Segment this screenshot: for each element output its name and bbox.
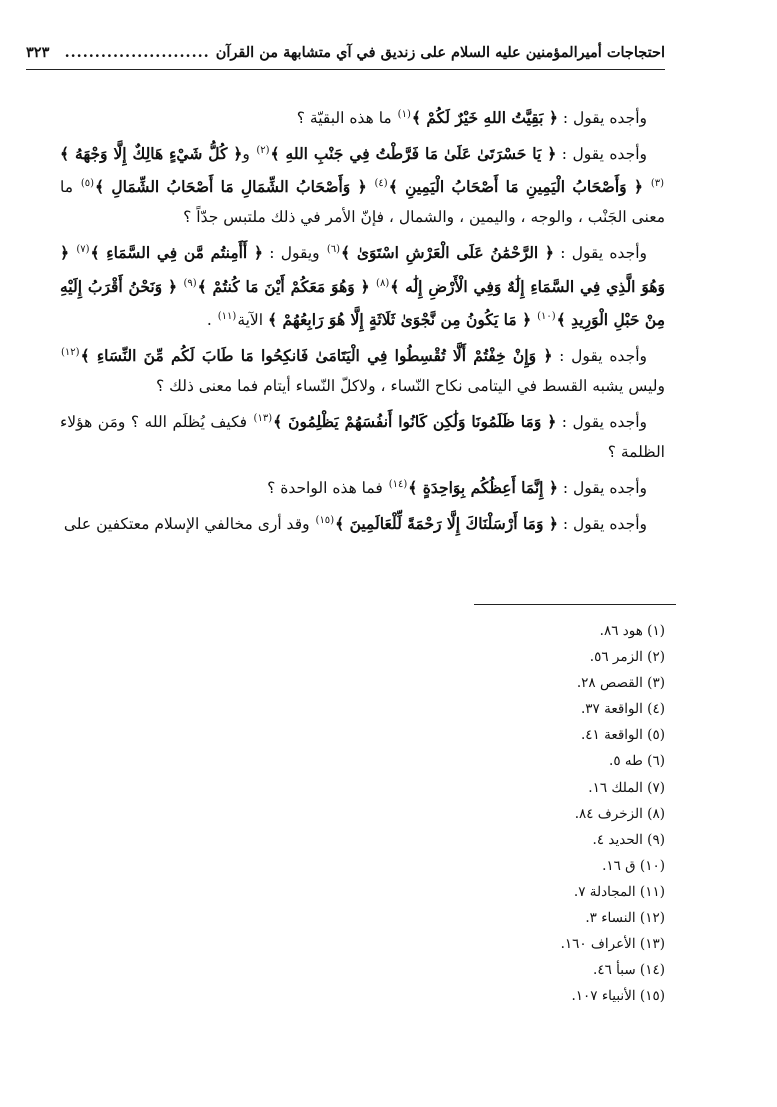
footnote-item: (٩) الحديد ٤. [592, 831, 665, 848]
text-run: فما هذه الواحدة ؟ [267, 479, 388, 498]
paragraph [60, 136, 665, 232]
footnote-ref: (١٢) [61, 346, 80, 358]
footnote-ref: (١) [397, 109, 411, 120]
text-run: وأجده يقول : [552, 347, 647, 366]
quran-verse: ﴿ بَقِيَّتُ اللهِ خَيْرٌ لَكُمْ ﴾ [411, 108, 558, 128]
paragraph [60, 100, 665, 133]
footnote-item: (١) هود ٨٦. [599, 623, 665, 639]
quran-verse: ﴿ الرَّحْمَٰنُ عَلَى الْعَرْشِ اسْتَوَىٰ ﴾ [341, 243, 555, 263]
footnote-item: (١٤) سبأ ٤٦. [593, 962, 665, 979]
text-run [69, 245, 75, 263]
text-run: . [206, 310, 217, 329]
footnote-item: (١١) المجادلة ٧. [573, 883, 665, 900]
footnote-ref: (٩) [183, 277, 197, 289]
quran-verse: ﴿ إِنَّمَا أَعِظُكُم بِوَاحِدَةٍ ﴾ [408, 478, 558, 498]
footnote-ref: (١٣) [253, 413, 273, 425]
text-run: الآية [237, 310, 269, 329]
footnote-ref: (٧) [76, 244, 90, 256]
quran-verse: ﴿ وَمَا أَرْسَلْنَاكَ إِلَّا رَحْمَةً لِّلْعَالَمِينَ ﴾ [335, 514, 558, 534]
quran-verse: ﴿ مَا يَكُونُ مِن نَّجْوَىٰ ثَلَاثَةٍ إِلَّا هُوَ رَابِعُهُمْ ﴾ [268, 309, 532, 329]
footnote-ref: (١١) [217, 310, 237, 322]
footnote-item: (١٣) الأعراف ١٦٠. [560, 936, 665, 953]
chapter-title: احتجاجات أميرالمؤمنين عليه السلام على زنديق في آي متشابهة من القرآن [215, 44, 665, 61]
footnote-ref: (٨) [376, 277, 390, 289]
footnote-ref: (٢) [256, 145, 270, 157]
running-head [26, 44, 665, 61]
footnote-item: (١٥) الأنبياء ١٠٧. [571, 988, 665, 1005]
text-run: وأجده يقول : [557, 515, 647, 534]
page-number: ٣٢٣ [26, 44, 50, 61]
footnote-ref: (٦) [326, 244, 341, 256]
quran-verse: ﴿ وَهُوَ مَعَكُمْ أَيْنَ مَا كُنتُمْ ﴾ [197, 276, 370, 296]
footnote-item: (٧) الملك ١٦. [588, 779, 665, 796]
text-run: فكيف يُظلَم الله ؟ ومَن هؤلاء الظلمة ؟ [60, 413, 665, 462]
text-run: ما هذه البقيّة ؟ [296, 109, 397, 128]
quran-verse: ﴿ وَإِنْ خِفْتُمْ أَلَّا تُقْسِطُوا فِي الْيَتَامَىٰ فَانكِحُوا مَا طَابَ لَكُم مِّنَ النِّسَاءِ ﴾ [80, 346, 553, 366]
text-run: وأجده يقول : [557, 479, 647, 498]
footnote-item: (١٢) النساء ٣. [585, 910, 665, 927]
footnote-ref: (١٠) [537, 310, 556, 322]
text-run: وأجده يقول : [556, 145, 647, 164]
footnote-item: (٣) القصص ٢٨. [576, 675, 665, 692]
leader-dots: ........................ [64, 44, 210, 61]
footnote-ref: (١٤) [388, 479, 408, 491]
footnote-item: (١٠) ق ١٦. [602, 857, 665, 874]
text-run [367, 178, 374, 196]
quran-verse: ﴿ وَأَصْحَابُ الْيَمِينِ مَا أَصْحَابُ الْيَمِينِ ﴾ [388, 177, 643, 197]
quran-verse: ﴿ وَهُوَ الَّذِي فِي السَّمَاءِ إِلَٰهٌ وَفِي الْأَرْضِ إِلَٰه ﴾ [60, 243, 665, 296]
footnote-item: (٨) الزخرف ٨٤. [574, 805, 665, 822]
quran-verse: ﴿ يَا حَسْرَتَىٰ عَلَىٰ مَا فَرَّطْتُ فِي جَنْبِ اللهِ ﴾ [270, 144, 557, 164]
paragraph [60, 338, 665, 401]
footnote-ref: (١٥) [315, 515, 335, 527]
footnote-item: (٥) الواقعة ٤١. [580, 727, 665, 744]
text-run: وقد أرى مخالفي الإسلام معتكفين على [63, 515, 315, 534]
footnote-separator [474, 604, 676, 605]
quran-verse: ﴿ وَمَا ظَلَمُونَا وَلَٰكِن كَانُوا أَنفُسَهُمْ يَظْلِمُونَ ﴾ [273, 412, 557, 432]
quran-verse: ﴿ كُلُّ شَيْءٍ هَالِكٌ إِلَّا وَجْهَهُ ﴾ [60, 144, 243, 164]
paragraph [60, 404, 665, 467]
footnote-ref: (٥) [80, 178, 95, 190]
text-run: ويقول : [263, 244, 326, 263]
footnote-ref: (٣) [650, 178, 664, 190]
footnote-item: (٢) الزمر ٥٦. [589, 649, 665, 666]
text-run [531, 311, 536, 329]
text-run: وليس يشبه القسط في اليتامى نكاح النّساء ، ولاكلّ النّساء أيتام فما معنى ذلك ؟ [156, 377, 665, 396]
footnote-item: (٤) الواقعة ٣٧. [580, 701, 665, 718]
footnote-item: (٦) طه ٥. [609, 753, 665, 770]
paragraph [60, 235, 665, 334]
paragraph [60, 506, 665, 539]
text-run: وأجده يقول : [556, 413, 648, 432]
text-run: ما معنى الجَنْب ، والوجه ، واليمين ، والشمال ، فإنّ الأمر في ذلك ملتبس جدّاً ؟ [60, 178, 665, 227]
quran-verse: ﴿ وَنَحْنُ أَقْرَبُ إِلَيْهِ مِنْ حَبْلِ الْوَرِيدِ ﴾ [60, 276, 665, 329]
text-run: وأجده يقول : [557, 109, 647, 128]
quran-verse: ﴿ وَأَصْحَابُ الشِّمَالِ مَا أَصْحَابُ الشِّمَالِ ﴾ [95, 177, 367, 197]
footnote-ref: (٤) [374, 178, 388, 190]
text-run [643, 178, 650, 196]
text-run [177, 278, 182, 296]
text-run [370, 278, 375, 296]
header-rule [26, 69, 665, 70]
text-run: وأجده يقول : [554, 244, 647, 263]
paragraph [60, 470, 665, 503]
footnotes-list [561, 618, 665, 1009]
text-run: و [242, 145, 256, 164]
quran-verse: ﴿ أَأَمِنتُم مَّن فِي السَّمَاءِ ﴾ [90, 243, 264, 263]
body-text [60, 100, 665, 540]
